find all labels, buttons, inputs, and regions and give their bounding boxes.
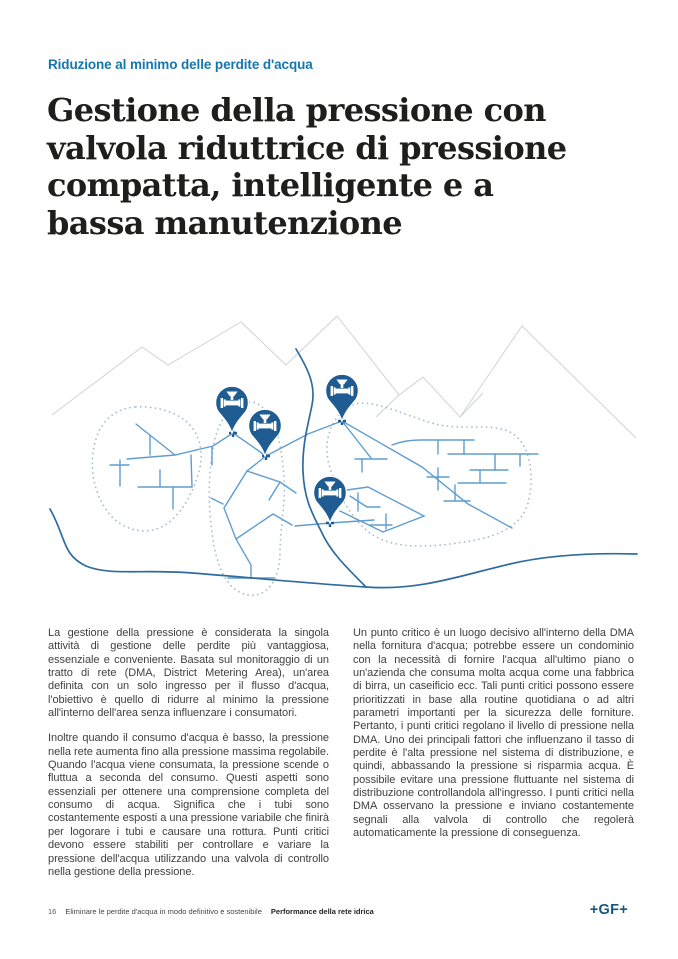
- body-column-left: [48, 627, 329, 891]
- body-text-columns: [48, 627, 634, 891]
- pressure-valve-pin-icon: [216, 386, 249, 433]
- pressure-valve-pin-icon: [249, 409, 282, 456]
- footer-section-title: Performance della rete idrica: [270, 907, 374, 916]
- page-title-line: Gestione della pressione con: [47, 91, 546, 129]
- page-title-line: bassa manutenzione: [47, 203, 403, 242]
- body-paragraph: Un punto critico è un luogo decisivo all'interno della DMA nella fornitura d'acqua; potrebbe essere un condominio con la necessità di fornire l'acqua all'ultimo piano o un'azienda che consuma molta acqua come una fabbrica di birra, un caseificio ecc. Tali punti critici possono essere prioritizzati in base alla routine quotidiana o ad altri parametri importanti per la sicurezza delle forniture. Pertanto, i punti critici regolano il livello di pressione nella DMA. Uno dei principali fattori che influenzano il tasso di perdite è l'alta pressione nel sistema di distribuzione, e quindi, abbassando la pressione si risparmia acqua. È possibile evitare una pressione fluttuante nel sistema di distribuzione controllandola all'ingresso. I punti critici nella DMA osservano la pressione e inviano costantemente segnali alla valvola di controllo che regolerà automaticamente la pressione di conseguenza.: [353, 627, 634, 840]
- body-paragraph: La gestione della pressione è considerata la singola attività di gestione delle perdite più vantaggiosa, essenziale e conveniente. Basata sul monitoraggio di un tratto di rete (DMA, District Metering Area), un'area definita con un solo ingresso per il flusso d'acqua, l'obiettivo è quello di ridurre al minimo la pressione all'interno dell'area senza influenzare i consumatori.: [48, 627, 329, 720]
- page-title-line: compatta, intelligente e a: [47, 166, 494, 204]
- page-footer: [48, 907, 374, 916]
- section-eyebrow: Riduzione al minimo delle perdite d'acqua: [48, 57, 313, 72]
- dma-zone-boundaries: [92, 402, 531, 595]
- page-title: [47, 92, 607, 242]
- page-title-line: valvola riduttrice di pressione: [47, 128, 567, 167]
- valve-pin-group: [216, 374, 359, 523]
- pressure-valve-pin-icon: [314, 476, 347, 523]
- dma-network-illustration: [40, 303, 640, 623]
- body-paragraph: Inoltre quando il consumo d'acqua è basso, la pressione nella rete aumenta fino alla pressione massima regolabile. Quando l'acqua viene consumata, la pressione scende o fluttua a seconda del consumo. Questi aspetti sono essenziali per ottenere una comprensione completa del consumo di acqua. Significa che i tubi sono costantemente esposti a una pressione variabile che finirà per logorare i tubi e causare una rottura. Punti critici devono essere stabiliti per controllare e variare la pressione dell'acqua utilizzando una valvola di controllo nella gestione della pressione.: [48, 732, 329, 878]
- gf-logo: +GF+: [589, 902, 628, 918]
- footer-tagline: Eliminare le perdite d'acqua in modo definitivo e sostenibile: [65, 907, 262, 916]
- pressure-valve-pin-icon: [326, 374, 359, 421]
- page-number: 16: [48, 907, 57, 916]
- body-column-right: [353, 627, 634, 891]
